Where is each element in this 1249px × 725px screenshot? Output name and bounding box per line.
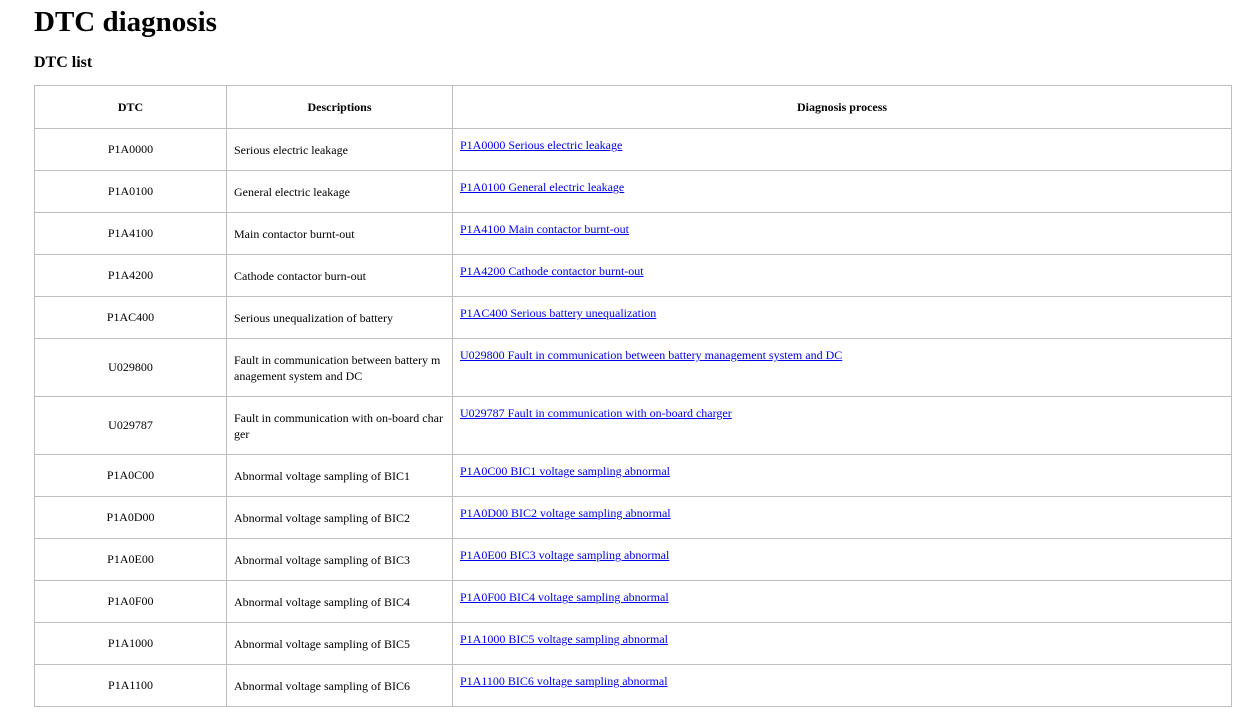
table-row (35, 129, 1232, 171)
dtc-code: P1A0D00 (35, 497, 227, 539)
table-row (35, 581, 1232, 623)
table-row (35, 455, 1232, 497)
diagnosis-link[interactable]: P1A4200 Cathode contactor burnt-out (460, 264, 644, 278)
page-title: DTC diagnosis (34, 6, 217, 38)
dtc-description: Abnormal voltage sampling of BIC1 (227, 455, 453, 497)
dtc-code: P1A0100 (35, 171, 227, 213)
table-row (35, 171, 1232, 213)
header-dtc: DTC (35, 86, 227, 129)
section-title: DTC list (34, 54, 93, 71)
dtc-code: U029800 (35, 339, 227, 397)
table-row (35, 255, 1232, 297)
dtc-code: P1A0C00 (35, 455, 227, 497)
diagnosis-link[interactable]: P1A4100 Main contactor burnt-out (460, 222, 629, 236)
dtc-code: P1AC400 (35, 297, 227, 339)
dtc-description: General electric leakage (227, 171, 453, 213)
dtc-description: Main contactor burnt-out (227, 213, 453, 255)
dtc-code: P1A4100 (35, 213, 227, 255)
dtc-description: Cathode contactor burn-out (227, 255, 453, 297)
dtc-description: Abnormal voltage sampling of BIC6 (227, 665, 453, 707)
dtc-description: Abnormal voltage sampling of BIC3 (227, 539, 453, 581)
table-row (35, 665, 1232, 707)
table-row (35, 397, 1232, 455)
table-header-row (35, 86, 1232, 129)
table-row (35, 623, 1232, 665)
dtc-description: Abnormal voltage sampling of BIC2 (227, 497, 453, 539)
diagnosis-link[interactable]: P1A0100 General electric leakage (460, 180, 625, 194)
diagnosis-link[interactable]: P1A1000 BIC5 voltage sampling abnormal (460, 632, 668, 646)
diagnosis-link[interactable]: P1A0C00 BIC1 voltage sampling abnormal (460, 464, 670, 478)
dtc-description: Abnormal voltage sampling of BIC4 (227, 581, 453, 623)
dtc-description: Serious electric leakage (227, 129, 453, 171)
dtc-code: P1A1000 (35, 623, 227, 665)
dtc-code: P1A1100 (35, 665, 227, 707)
diagnosis-link[interactable]: P1A0000 Serious electric leakage (460, 138, 623, 152)
dtc-code: U029787 (35, 397, 227, 455)
table-row (35, 339, 1232, 397)
dtc-table (34, 85, 1232, 707)
diagnosis-link[interactable]: U029787 Fault in communication with on-board charger (460, 406, 732, 420)
dtc-description: Serious unequalization of battery (227, 297, 453, 339)
dtc-code: P1A0E00 (35, 539, 227, 581)
dtc-code: P1A0F00 (35, 581, 227, 623)
dtc-description: Fault in communication between battery management system and DC (227, 339, 453, 397)
diagnosis-link[interactable]: P1AC400 Serious battery unequalization (460, 306, 657, 320)
dtc-code: P1A0000 (35, 129, 227, 171)
table-row (35, 539, 1232, 581)
table-row (35, 297, 1232, 339)
header-diagnosis-process: Diagnosis process (453, 86, 1232, 129)
diagnosis-link[interactable]: U029800 Fault in communication between battery management system and DC (460, 348, 843, 362)
diagnosis-link[interactable]: P1A0D00 BIC2 voltage sampling abnormal (460, 506, 671, 520)
diagnosis-link[interactable]: P1A1100 BIC6 voltage sampling abnormal (460, 674, 668, 688)
diagnosis-link[interactable]: P1A0F00 BIC4 voltage sampling abnormal (460, 590, 669, 604)
header-descriptions: Descriptions (227, 86, 453, 129)
dtc-description: Fault in communication with on-board charger (227, 397, 453, 455)
dtc-code: P1A4200 (35, 255, 227, 297)
dtc-description: Abnormal voltage sampling of BIC5 (227, 623, 453, 665)
table-row (35, 213, 1232, 255)
table-row (35, 497, 1232, 539)
diagnosis-link[interactable]: P1A0E00 BIC3 voltage sampling abnormal (460, 548, 670, 562)
